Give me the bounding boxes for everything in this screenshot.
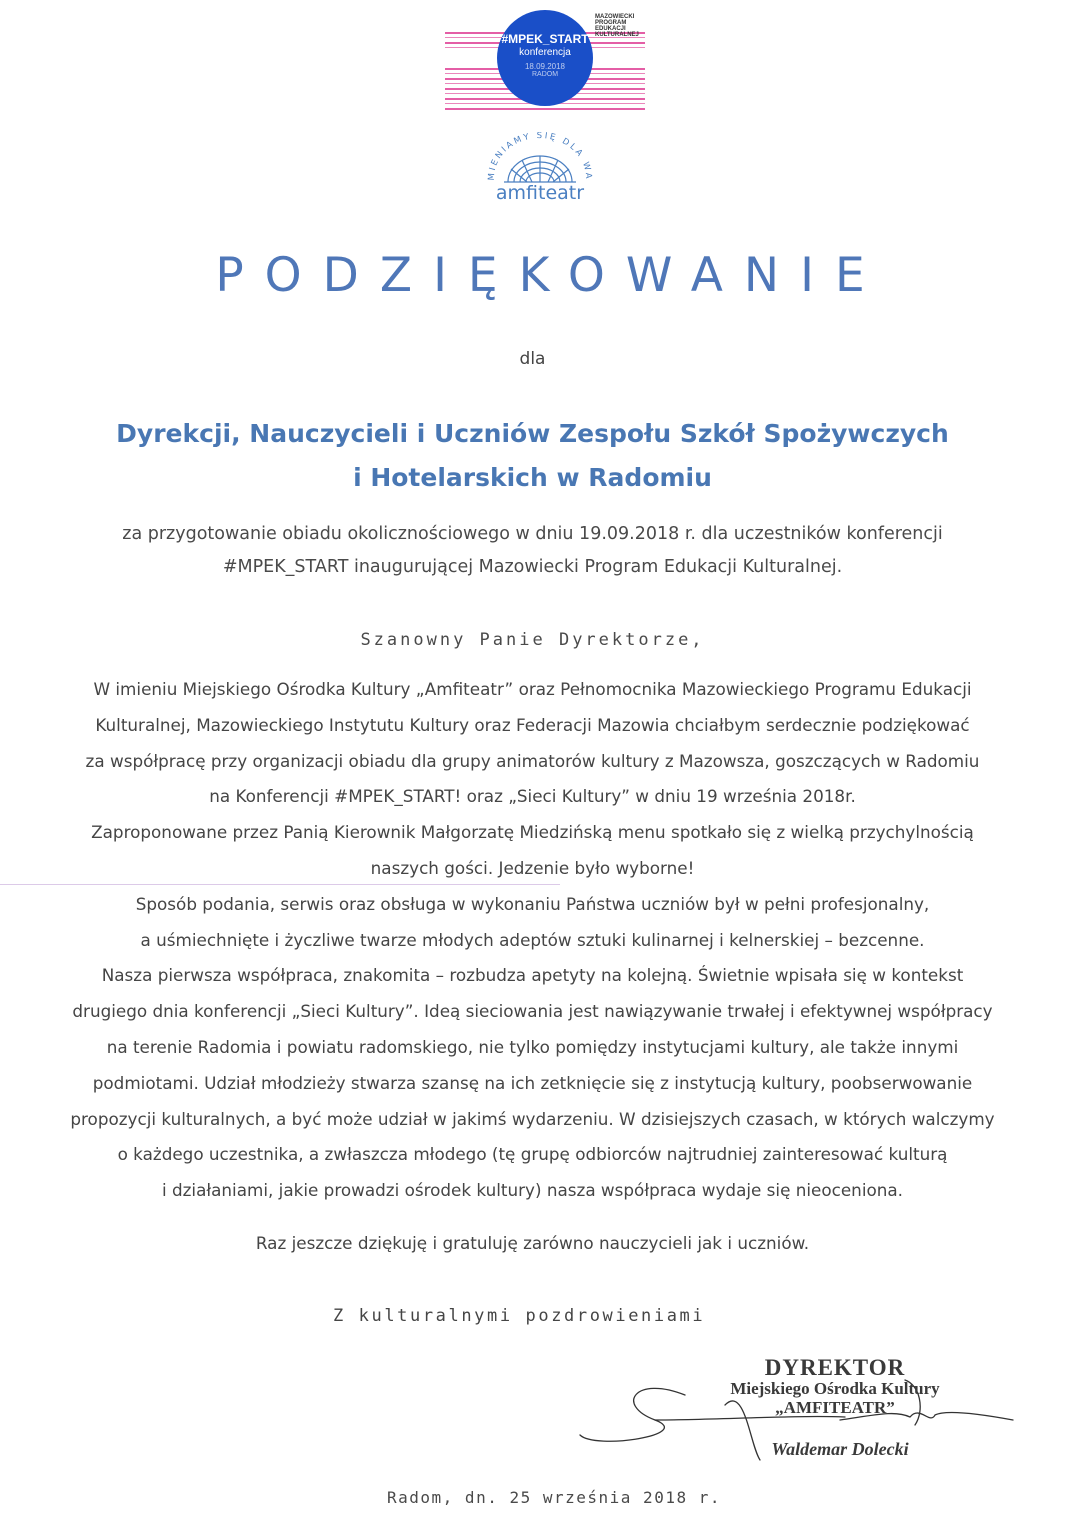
body-line: naszych gości. Jedzenie było wyborne! [370, 857, 695, 878]
mpek-logo-date: 18.09.2018 [524, 62, 566, 71]
body-line: o każdego uczestnika, a zwłaszcza młodego (tę grupę odbiorców najtrudniej zainteresować kulturą [117, 1144, 948, 1165]
letter-for: dla [519, 349, 546, 369]
mpek-side-line: EDUKACJI [595, 26, 626, 32]
amfiteatr-logo-name: amfiteatr [495, 182, 585, 204]
amfiteatr-logo [480, 132, 600, 212]
stamp-title: DYREKTOR [764, 1355, 906, 1380]
letter-body [60, 672, 1005, 1209]
stamp-institution-name: „AMFITEATR” [775, 1398, 895, 1417]
body-line: propozycji kulturalnych, a być może udział w jakimś wydarzeniu. W dzisiejszych czasach, w których walczymy [70, 1108, 995, 1129]
stamp-person-name: Waldemar Dolecki [771, 1439, 909, 1459]
mpek-side-line: KULTURALNEJ [595, 32, 639, 38]
body-line: i działaniami, jakie prowadzi ośrodek kultury) nasza współpraca wydaje się nieoceniona. [161, 1180, 904, 1201]
body-line: na Konferencji #MPEK_START! oraz „Sieci Kultury” w dniu 19 września 2018r. [209, 786, 856, 807]
body-line: Kulturalnej, Mazowieckiego Instytutu Kultury oraz Federacji Mazowia chciałbym serdecznie podziękować [95, 714, 970, 735]
stamp-institution: Miejskiego Ośrodka Kultury [730, 1379, 940, 1398]
place-date: Radom, dn. 25 września 2018 r. [387, 1488, 721, 1507]
mpek-logo-subtitle: konferencja [519, 47, 571, 58]
mpek-side-line: MAZOWIECKI [595, 14, 635, 20]
mpek-logo-title: #MPEK_START [501, 32, 589, 46]
amphitheatre-icon [480, 132, 600, 187]
amfiteatr-arc-text: MIENIAMY SIĘ DLA WA [486, 132, 594, 182]
scan-artifact-line [0, 884, 560, 885]
body-line: a uśmiechnięte i życzliwe twarze młodych adeptów sztuki kulinarnej i kelnerskiej – bezcenne. [140, 929, 925, 950]
intro-text [0, 518, 1065, 584]
mpek-logo [445, 10, 645, 120]
closing-sentence: Raz jeszcze dziękuję i gratuluję zarówno nauczycieli jak i uczniów. [255, 1233, 810, 1253]
letter-title: PODZIĘKOWANIE [215, 248, 886, 303]
body-line: podmiotami. Udział młodzieży stwarza szansę na ich zetknięcie się z instytucją kultury, poobserwowanie [92, 1072, 973, 1093]
recipient-line: Dyrekcji, Nauczycieli i Uczniów Zespołu Szkół Spożywczych [116, 419, 949, 448]
intro-line: #MPEK_START inaugurującej Mazowiecki Program Edukacji Kulturalnej. [222, 557, 843, 577]
body-line: Sposób podania, serwis oraz obsługa w wykonaniu Państwa uczniów był w pełni profesjonalny, [135, 893, 930, 914]
mpek-logo-circle [497, 10, 593, 106]
recipient-line: i Hotelarskich w Radomiu [353, 463, 712, 492]
regards: Z kulturalnymi pozdrowieniami [333, 1306, 706, 1326]
recipient [0, 412, 1065, 500]
mpek-side-line: PROGRAM [595, 20, 627, 26]
mpek-logo-side-text [595, 14, 639, 38]
body-line: na terenie Radomia i powiatu radomskiego, nie tylko pomiędzy instytucjami kultury, ale także innymi [106, 1036, 959, 1057]
salutation: Szanowny Panie Dyrektorze, [360, 630, 705, 650]
body-line: drugiego dnia konferencji „Sieci Kultury”. Ideą sieciowania jest nawiązywanie trwałej i efektywnej współpracy [72, 1001, 993, 1022]
body-line: Zaproponowane przez Panią Kierownik Małgorzatę Miedzińską menu spotkało się z wielką przychylnością [91, 822, 974, 843]
body-line: za współpracę przy organizacji obiadu dla grupy animatorów kultury z Mazowsza, goszczących w Radomiu [85, 750, 980, 771]
director-stamp [690, 1356, 980, 1460]
body-line: W imieniu Miejskiego Ośrodka Kultury „Amfiteatr” oraz Pełnomocnika Mazowieckiego Programu Edukacji [93, 679, 972, 699]
mpek-logo-place: RADOM [531, 71, 559, 78]
body-line: Nasza pierwsza współpraca, znakomita – rozbudza apetyty na kolejną. Świetnie wpisała się w kontekst [101, 965, 964, 986]
intro-line: za przygotowanie obiadu okolicznościowego w dniu 19.09.2018 r. dla uczestników konferencji [122, 524, 943, 544]
